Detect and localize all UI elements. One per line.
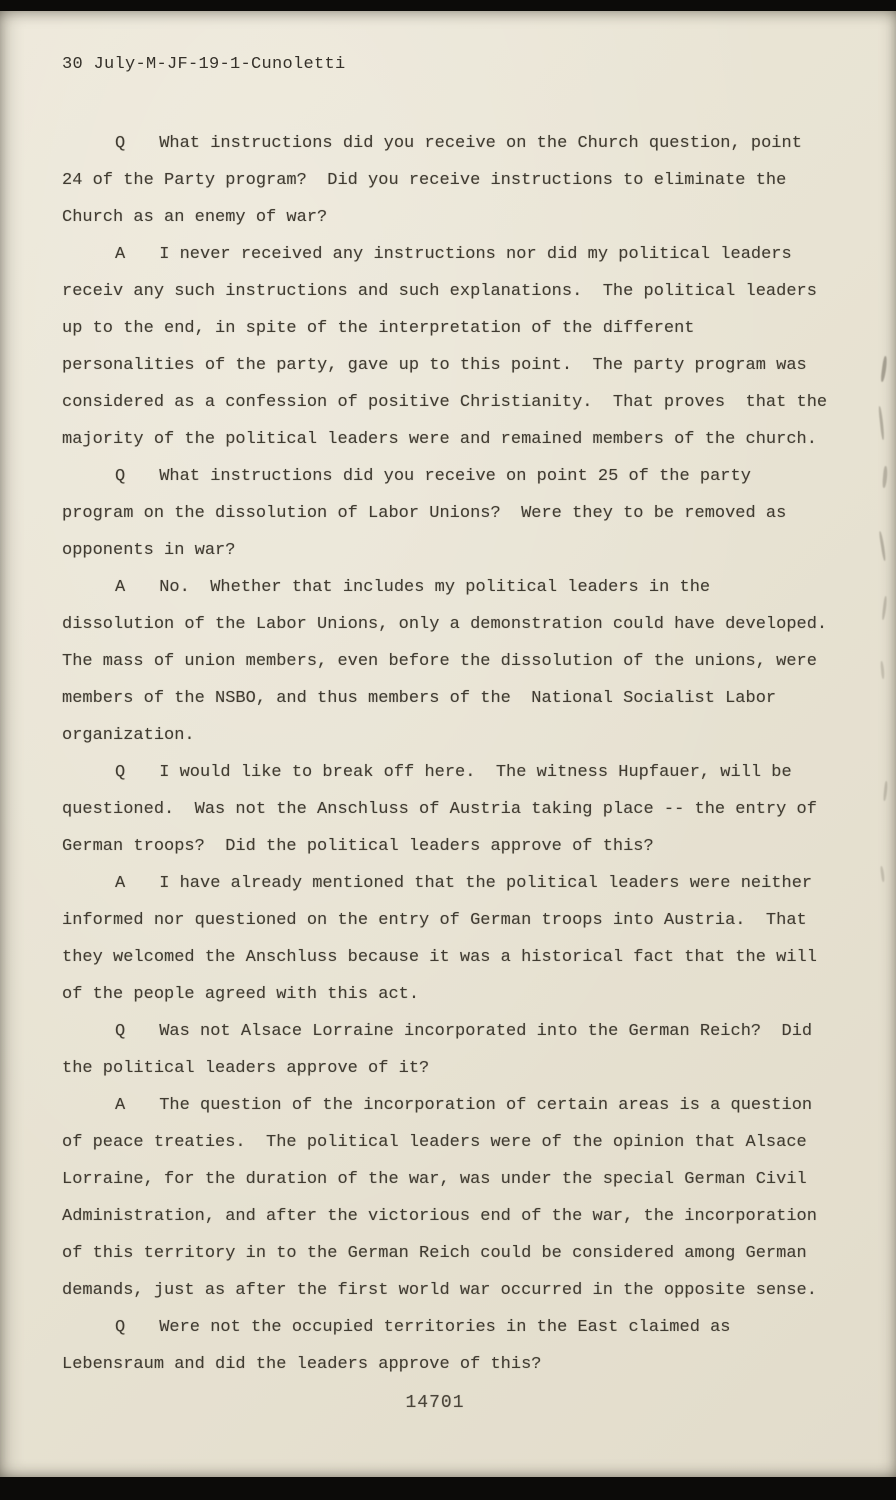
scan-artifact — [879, 531, 887, 561]
qa-paragraph — [62, 754, 832, 865]
qa-paragraph — [62, 865, 832, 1013]
speaker-label: Q — [115, 134, 126, 153]
speaker-label: Q — [115, 1318, 126, 1337]
scan-artifact — [882, 596, 888, 620]
speaker-label: A — [115, 578, 126, 597]
qa-paragraph — [62, 1309, 832, 1383]
document-body — [62, 125, 848, 1383]
scan-artifact — [883, 781, 888, 801]
speaker-label: Q — [115, 763, 126, 782]
speaker-label: A — [115, 245, 126, 264]
qa-text: What instructions did you receive on point 25 of the party program on the dissolution of Labor Unions? Were they to be removed as opponents in war? — [62, 467, 797, 560]
document-header: 30 July-M-JF-19-1-Cunoletti — [62, 55, 346, 74]
scan-artifact — [880, 866, 885, 882]
speaker-label: A — [115, 1096, 126, 1115]
qa-paragraph — [62, 1087, 832, 1309]
scan-artifact — [882, 466, 888, 488]
qa-paragraph — [62, 125, 832, 236]
qa-paragraph — [62, 236, 838, 458]
qa-paragraph — [62, 458, 832, 569]
qa-text: No. Whether that includes my political leaders in the dissolution of the Labor Unions, only a demonstration could have developed. The mass of union members, even before the dissolution of the unions, were members of the NSBO, and thus members of the National Socialist Labor organization. — [62, 578, 848, 745]
qa-text: What instructions did you receive on the Church question, point 24 of the Party program? Did you receive instructions to eliminate the Church as an enemy of war? — [62, 134, 813, 227]
qa-text: I have already mentioned that the political leaders were neither informed nor questioned on the entry of German troops into Austria. That they welcomed the Anschluss because it was a historical fact that the will of the people agreed with this act. — [62, 874, 828, 1004]
speaker-label: A — [115, 874, 126, 893]
scan-artifact — [880, 356, 888, 382]
qa-text: I never received any instructions nor did my political leaders receiv any such instructions and such explanations. The political leaders up to the end, in spite of the interpretation of the different personalities of the party, gave up to this point. The party program was considered as a confession of positive Christianity. That proves that the majority of the political leaders were and remained members of the church. — [62, 245, 838, 449]
speaker-label: Q — [115, 467, 126, 486]
document-page — [0, 11, 896, 1477]
scan-artifact — [878, 406, 885, 440]
scan-artifact — [880, 661, 885, 679]
qa-text: Was not Alsace Lorraine incorporated into the German Reich? Did the political leaders approve of it? — [62, 1022, 823, 1078]
qa-paragraph — [62, 1013, 832, 1087]
qa-paragraph — [62, 569, 848, 754]
qa-text: The question of the incorporation of certain areas is a question of peace treaties. The political leaders were of the opinion that Alsace Lorraine, for the duration of the war, was under the special German Civil Administration, and after the victorious end of the war, the incorporation of this territory in to the German Reich could be considered among German demands, just as after the first world war occurred in the opposite sense. — [62, 1096, 828, 1300]
qa-text: I would like to break off here. The witness Hupfauer, will be questioned. Was not the Anschluss of Austria taking place -- the entry of German troops? Did the political leaders approve of this? — [62, 763, 828, 856]
qa-text: Were not the occupied territories in the East claimed as Lebensraum and did the leaders approve of this? — [62, 1318, 741, 1374]
page-number: 14701 — [405, 1393, 465, 1413]
speaker-label: Q — [115, 1022, 126, 1041]
